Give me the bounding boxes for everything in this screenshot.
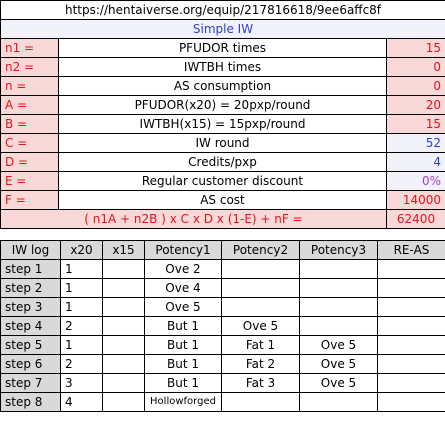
header-x20[interactable]: x20	[61, 241, 103, 260]
param-row	[1, 96, 445, 115]
param-row	[1, 58, 445, 77]
potency1-cell[interactable]: But 1	[145, 355, 222, 374]
potency2-cell[interactable]	[222, 298, 300, 317]
re-as-cell[interactable]	[378, 279, 445, 298]
param-desc-cell[interactable]: IWTBH times	[59, 58, 387, 77]
log-row	[1, 298, 445, 317]
header-potency1[interactable]: Potency1	[145, 241, 222, 260]
param-value-cell[interactable]: 15	[387, 39, 445, 58]
re-as-cell[interactable]	[378, 393, 445, 412]
param-value-cell[interactable]: 0	[387, 77, 445, 96]
x20-cell[interactable]: 4	[61, 393, 103, 412]
log-row	[1, 393, 445, 412]
potency2-cell[interactable]: Fat 2	[222, 355, 300, 374]
param-desc-cell[interactable]: AS cost	[59, 191, 387, 210]
potency2-cell[interactable]	[222, 260, 300, 279]
potency3-cell[interactable]	[300, 393, 378, 412]
param-desc-cell[interactable]: Credits/pxp	[59, 153, 387, 172]
step-label-cell[interactable]: step 4	[1, 317, 61, 336]
param-key-cell[interactable]: F =	[1, 191, 59, 210]
re-as-cell[interactable]	[378, 317, 445, 336]
param-row	[1, 134, 445, 153]
param-value-cell[interactable]: 0%	[387, 172, 445, 191]
potency2-cell[interactable]: Ove 5	[222, 317, 300, 336]
log-row	[1, 260, 445, 279]
param-key-cell[interactable]: n1 =	[1, 39, 59, 58]
potency3-cell[interactable]	[300, 317, 378, 336]
potency1-cell[interactable]: Ove 5	[145, 298, 222, 317]
potency2-cell[interactable]: Fat 3	[222, 374, 300, 393]
log-row	[1, 336, 445, 355]
potency1-cell[interactable]: But 1	[145, 317, 222, 336]
x15-cell[interactable]	[103, 336, 145, 355]
param-value-cell[interactable]: 4	[387, 153, 445, 172]
header-iw-log[interactable]: IW log	[1, 241, 61, 260]
re-as-cell[interactable]	[378, 355, 445, 374]
param-value-cell[interactable]: 0	[387, 58, 445, 77]
header-x15[interactable]: x15	[103, 241, 145, 260]
param-value-cell[interactable]: 52	[387, 134, 445, 153]
param-key-cell[interactable]: n2 =	[1, 58, 59, 77]
header-re-as[interactable]: RE-AS	[378, 241, 445, 260]
param-row	[1, 39, 445, 58]
param-value-cell[interactable]: 20	[387, 96, 445, 115]
log-row	[1, 279, 445, 298]
potency1-cell[interactable]: Ove 2	[145, 260, 222, 279]
formula-result-cell[interactable]: 62400	[387, 210, 445, 229]
param-desc-cell[interactable]: AS consumption	[59, 77, 387, 96]
step-label-cell[interactable]: step 2	[1, 279, 61, 298]
x20-cell[interactable]: 1	[61, 336, 103, 355]
x20-cell[interactable]: 2	[61, 355, 103, 374]
step-label-cell[interactable]: step 3	[1, 298, 61, 317]
log-row	[1, 355, 445, 374]
x20-cell[interactable]: 1	[61, 260, 103, 279]
x15-cell[interactable]	[103, 393, 145, 412]
potency1-cell[interactable]: Ove 4	[145, 279, 222, 298]
formula-row	[1, 210, 445, 229]
param-row	[1, 172, 445, 191]
param-key-cell[interactable]: A =	[1, 96, 59, 115]
param-key-cell[interactable]: n =	[1, 77, 59, 96]
step-label-cell[interactable]: step 1	[1, 260, 61, 279]
step-label-cell[interactable]: step 5	[1, 336, 61, 355]
header-potency2[interactable]: Potency2	[222, 241, 300, 260]
header-potency3[interactable]: Potency3	[300, 241, 378, 260]
re-as-cell[interactable]	[378, 260, 445, 279]
potency1-cell[interactable]: But 1	[145, 374, 222, 393]
step-label-cell[interactable]: step 8	[1, 393, 61, 412]
re-as-cell[interactable]	[378, 374, 445, 393]
potency3-cell[interactable]: Ove 5	[300, 355, 378, 374]
param-desc-cell[interactable]: PFUDOR times	[59, 39, 387, 58]
re-as-cell[interactable]	[378, 298, 445, 317]
potency2-cell[interactable]	[222, 279, 300, 298]
param-row	[1, 191, 445, 210]
param-value-cell[interactable]: 15	[387, 115, 445, 134]
step-label-cell[interactable]: step 6	[1, 355, 61, 374]
x15-cell[interactable]	[103, 260, 145, 279]
potency3-cell[interactable]: Ove 5	[300, 336, 378, 355]
x20-cell[interactable]: 1	[61, 298, 103, 317]
potency2-cell[interactable]: Fat 1	[222, 336, 300, 355]
log-header-row	[1, 241, 445, 260]
param-desc-cell[interactable]: IWTBH(x15) = 15pxp/round	[59, 115, 387, 134]
potency3-cell[interactable]	[300, 298, 378, 317]
param-desc-cell[interactable]: Regular customer discount	[59, 172, 387, 191]
potency3-cell[interactable]	[300, 279, 378, 298]
potency3-cell[interactable]	[300, 260, 378, 279]
param-desc-cell[interactable]: PFUDOR(x20) = 20pxp/round	[59, 96, 387, 115]
param-desc-cell[interactable]: IW round	[59, 134, 387, 153]
potency3-cell[interactable]: Ove 5	[300, 374, 378, 393]
x20-cell[interactable]: 3	[61, 374, 103, 393]
param-row	[1, 115, 445, 134]
iw-log-table	[0, 240, 445, 412]
step-label-cell[interactable]: step 7	[1, 374, 61, 393]
param-key-cell[interactable]: C =	[1, 134, 59, 153]
x15-cell[interactable]	[103, 355, 145, 374]
formula-cell[interactable]: ( n1A + n2B ) x C x D x (1-E) + nF =	[1, 210, 387, 229]
re-as-cell[interactable]	[378, 336, 445, 355]
param-key-cell[interactable]: E =	[1, 172, 59, 191]
param-row	[1, 153, 445, 172]
potency1-cell[interactable]: But 1	[145, 336, 222, 355]
log-row	[1, 317, 445, 336]
param-key-cell[interactable]: B =	[1, 115, 59, 134]
param-row	[1, 77, 445, 96]
potency1-cell[interactable]: Hollowforged	[145, 393, 222, 412]
x15-cell[interactable]	[103, 374, 145, 393]
x15-cell[interactable]	[103, 279, 145, 298]
log-row	[1, 374, 445, 393]
x20-cell[interactable]: 2	[61, 317, 103, 336]
param-key-cell[interactable]: D =	[1, 153, 59, 172]
x15-cell[interactable]	[103, 317, 145, 336]
param-value-cell[interactable]: 14000	[387, 191, 445, 210]
mode-title-cell[interactable]: Simple IW	[1, 20, 445, 39]
equip-url-cell[interactable]: https://hentaiverse.org/equip/217816618/9ee6affc8f	[1, 1, 445, 20]
x20-cell[interactable]: 1	[61, 279, 103, 298]
potency2-cell[interactable]	[222, 393, 300, 412]
x15-cell[interactable]	[103, 298, 145, 317]
